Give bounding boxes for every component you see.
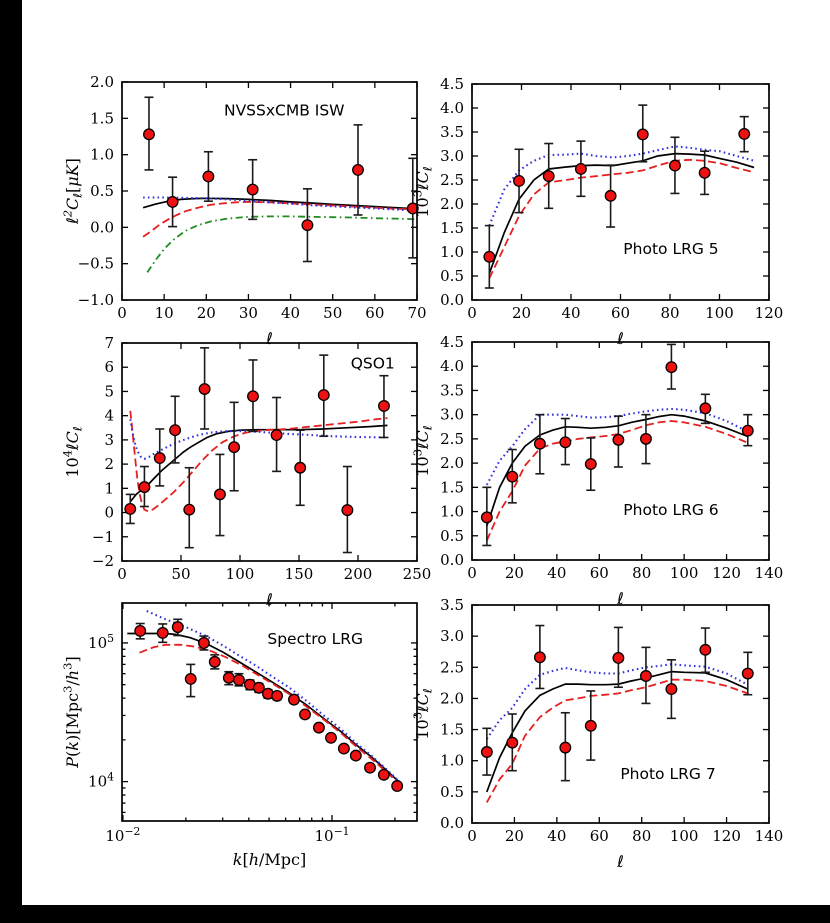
x-tick-label: 20: [504, 827, 524, 845]
y-tick-label: 4.0: [440, 357, 464, 376]
axes-frame: [122, 343, 417, 561]
y-tick-label: 3.0: [440, 147, 464, 165]
x-tick-label: 100: [705, 304, 734, 322]
data-point: [482, 512, 493, 523]
data-point: [144, 129, 155, 140]
data-point: [342, 505, 353, 516]
data-point: [641, 671, 652, 682]
data-point: [379, 769, 390, 780]
theory-dashed-line: [130, 411, 387, 512]
data-point: [135, 626, 146, 637]
data-points: [482, 626, 754, 781]
theory-dotted-line: [487, 664, 748, 739]
x-tick-label: 80: [632, 827, 652, 845]
x-tick-label: 70: [407, 304, 427, 322]
panel-title: Photo LRG 6: [623, 500, 719, 519]
x-tick-label: 20: [196, 304, 216, 322]
data-point: [199, 638, 210, 649]
data-point: [576, 164, 587, 175]
theory-dashed-line: [487, 680, 748, 803]
data-point: [560, 437, 571, 448]
y-tick-label: 1.0: [440, 243, 464, 261]
y-tick-label: −1.0: [77, 291, 114, 309]
data-point: [484, 252, 495, 263]
y-tick-label: 3.0: [440, 627, 464, 646]
x-tick-label: 140: [754, 564, 784, 582]
theory-lines: [143, 198, 417, 273]
y-tick-label: −1: [91, 527, 114, 546]
x-tick-label: 200: [343, 565, 373, 583]
x-tick-label: $10^{-2}$: [105, 825, 141, 845]
data-point: [185, 674, 196, 685]
data-point: [482, 747, 493, 758]
data-point: [641, 434, 652, 445]
y-tick-label: 1.5: [440, 219, 464, 237]
tick-marks: [472, 342, 769, 560]
data-point: [272, 691, 283, 702]
x-axis-label: ℓ: [266, 329, 273, 348]
data-point: [742, 668, 753, 679]
data-points: [125, 348, 389, 553]
y-tick-label: $10^4$: [88, 770, 114, 791]
data-points: [484, 105, 750, 288]
data-point: [666, 362, 677, 373]
panel-nvss-cmb-isw: [60, 66, 427, 358]
data-point: [224, 673, 235, 684]
y-tick-label: 3.5: [440, 123, 464, 141]
data-point: [365, 762, 376, 773]
y-tick-label: 4.0: [440, 99, 464, 117]
data-point: [271, 430, 282, 441]
y-tick-label: 4.5: [440, 75, 464, 93]
panel-spectro-lrg: [60, 587, 427, 879]
x-tick-label: 40: [547, 564, 567, 582]
x-tick-label: 0: [117, 565, 127, 583]
x-tick-label: 40: [547, 827, 567, 845]
data-point: [392, 781, 403, 792]
data-point: [637, 129, 648, 140]
y-tick-label: 0.5: [440, 267, 464, 285]
y-tick-label: 2.0: [440, 454, 464, 473]
x-tick-label: 80: [660, 304, 680, 322]
x-tick-label: 150: [284, 565, 314, 583]
y-tick-label: 1.0: [90, 145, 114, 164]
tick-labels: [440, 596, 783, 845]
x-tick-label: 120: [712, 827, 741, 845]
x-tick-label: 100: [669, 564, 699, 582]
y-tick-label: 0.5: [90, 182, 114, 200]
x-tick-label: 60: [589, 827, 609, 845]
data-point: [507, 471, 518, 482]
data-points: [144, 97, 418, 261]
y-tick-label: −2: [91, 552, 114, 570]
panel-qso1: [60, 327, 432, 619]
data-point: [560, 742, 571, 753]
data-point: [203, 171, 214, 182]
x-axis-label: k[h/Mpc]: [232, 850, 307, 869]
y-tick-label: 1.5: [440, 720, 464, 739]
panel-photo-lrg-6: [410, 326, 784, 618]
y-tick-label: −0.5: [77, 254, 114, 273]
data-point: [605, 191, 616, 202]
x-tick-label: 120: [754, 304, 784, 322]
panel-title: Photo LRG 7: [620, 764, 716, 783]
data-point: [514, 176, 525, 187]
y-tick-label: 4.5: [440, 333, 464, 351]
x-tick-label: 50: [171, 565, 191, 583]
x-tick-label: 80: [632, 564, 652, 582]
panel-title: NVSSxCMB ISW: [223, 101, 345, 120]
data-point: [154, 453, 165, 464]
x-tick-label: 0: [117, 304, 127, 322]
tick-labels: [440, 333, 783, 582]
data-point: [314, 722, 325, 733]
y-tick-label: 2: [104, 455, 114, 474]
x-tick-label: $10^{-1}$: [314, 825, 350, 845]
y-tick-label: 0.5: [440, 782, 464, 801]
x-tick-label: 40: [561, 304, 581, 322]
data-point: [586, 459, 597, 470]
y-tick-label: 0.0: [440, 551, 464, 569]
data-point: [247, 184, 258, 195]
y-tick-label: 7: [104, 334, 114, 352]
theory-dotted-line: [130, 419, 387, 459]
theory-lines: [130, 411, 387, 512]
y-axis-label: $10^3\ell C_\ell$: [410, 688, 435, 740]
y-tick-label: 2.5: [440, 171, 464, 189]
y-tick-label: 0.0: [440, 291, 464, 309]
x-tick-label: 10: [154, 304, 174, 322]
y-tick-label: 2.5: [440, 429, 464, 448]
y-tick-label: 6: [104, 358, 114, 377]
data-point: [700, 645, 711, 656]
axes-frame: [472, 84, 769, 300]
theory-solid-line: [130, 425, 387, 501]
data-point: [700, 403, 711, 414]
y-tick-label: 0.0: [90, 218, 114, 237]
axes-frame: [472, 342, 769, 560]
x-tick-label: 40: [281, 304, 301, 322]
data-point: [739, 129, 750, 140]
y-tick-label: 2.0: [90, 73, 114, 91]
y-tick-label: $10^5$: [88, 631, 114, 652]
data-point: [125, 504, 136, 515]
data-point: [613, 435, 624, 446]
y-tick-label: 1.5: [440, 478, 464, 497]
y-tick-label: 3.5: [440, 596, 464, 614]
data-point: [289, 694, 300, 705]
data-point: [139, 482, 150, 493]
data-point: [248, 391, 259, 402]
data-point: [613, 653, 624, 664]
data-point: [351, 750, 362, 761]
panel-title: QSO1: [350, 354, 395, 373]
panel-title: Spectro LRG: [267, 629, 364, 648]
data-point: [339, 743, 350, 754]
y-tick-label: 3.0: [440, 405, 464, 424]
x-tick-label: 100: [669, 827, 699, 845]
data-point: [326, 732, 337, 743]
x-tick-label: 0: [467, 304, 477, 322]
x-tick-label: 60: [365, 304, 385, 322]
theory-dashed-line: [140, 645, 400, 784]
data-point: [670, 160, 681, 171]
y-tick-label: 3.5: [440, 381, 464, 400]
data-point: [229, 442, 240, 453]
data-point: [353, 165, 364, 176]
y-axis-label: $10^3\ell C_\ell$: [410, 425, 435, 477]
panel-photo-lrg-5: [410, 68, 784, 358]
data-point: [507, 737, 518, 748]
theory-dashed-line: [489, 160, 754, 279]
x-tick-label: 140: [754, 827, 784, 845]
data-point: [302, 220, 313, 231]
data-point: [157, 628, 168, 639]
data-point: [215, 489, 226, 500]
x-axis-label: ℓ: [266, 590, 273, 609]
data-point: [209, 657, 220, 668]
y-tick-label: 0: [104, 503, 114, 522]
y-tick-label: 4: [104, 406, 114, 425]
theory-dashed-line: [143, 202, 417, 237]
y-axis-label: $10^3\ell C_\ell$: [410, 166, 435, 218]
bottom-black-bar: [0, 905, 830, 923]
y-tick-label: 0.5: [440, 526, 464, 545]
data-point: [184, 504, 195, 515]
tick-marks: [472, 84, 769, 300]
x-tick-label: 60: [589, 564, 609, 582]
panel-title: Photo LRG 5: [623, 240, 719, 259]
y-tick-label: 1: [104, 479, 114, 498]
x-axis-label: ℓ: [617, 329, 624, 348]
tick-marks: [122, 343, 417, 561]
x-tick-label: 30: [238, 304, 258, 322]
y-axis-label: $P(k)[Mpc^3/h^3]$: [60, 656, 82, 768]
y-tick-label: 3: [104, 430, 114, 449]
x-tick-label: 60: [610, 304, 631, 322]
y-axis-label: $\ell^2C_\ell[\mu K]$: [60, 158, 85, 224]
data-point: [535, 438, 546, 449]
data-point: [172, 622, 183, 633]
data-point: [586, 721, 597, 732]
x-tick-label: 250: [402, 565, 432, 583]
x-tick-label: 0: [467, 827, 477, 845]
y-axis-label: $10^4\ell C_\ell$: [60, 426, 85, 478]
data-point: [543, 171, 554, 182]
y-tick-label: 0.0: [440, 814, 464, 832]
x-axis-label: ℓ: [617, 589, 624, 608]
x-tick-label: 120: [712, 564, 741, 582]
data-point: [742, 425, 753, 436]
theory-lines: [489, 146, 754, 278]
x-axis-label: ℓ: [617, 852, 624, 871]
x-tick-label: 50: [323, 304, 343, 322]
theory-dotted-line: [487, 409, 748, 485]
y-tick-label: 2.0: [440, 195, 464, 213]
data-point: [295, 462, 306, 473]
theory-lines: [487, 409, 748, 541]
data-point: [167, 197, 178, 208]
y-tick-label: 1.0: [440, 751, 464, 770]
data-point: [234, 675, 245, 686]
data-point: [318, 390, 329, 401]
data-point: [170, 425, 181, 436]
y-tick-label: 2.0: [440, 689, 464, 708]
data-point: [199, 384, 210, 395]
theory-dashdot-line: [147, 216, 417, 272]
x-tick-label: 20: [511, 304, 532, 322]
y-tick-label: 1.0: [440, 502, 464, 521]
y-tick-label: 2.5: [440, 658, 464, 677]
data-point: [535, 652, 546, 663]
x-tick-label: 0: [467, 564, 477, 582]
data-point: [300, 709, 311, 720]
panel-photo-lrg-7: [410, 589, 784, 881]
y-tick-label: 1.5: [90, 109, 114, 128]
x-tick-label: 100: [225, 565, 255, 583]
data-point: [699, 168, 710, 179]
data-point: [379, 401, 390, 412]
x-tick-label: 20: [504, 564, 524, 582]
left-black-bar: [0, 0, 22, 923]
data-point: [666, 684, 677, 695]
y-tick-label: 5: [104, 382, 114, 401]
